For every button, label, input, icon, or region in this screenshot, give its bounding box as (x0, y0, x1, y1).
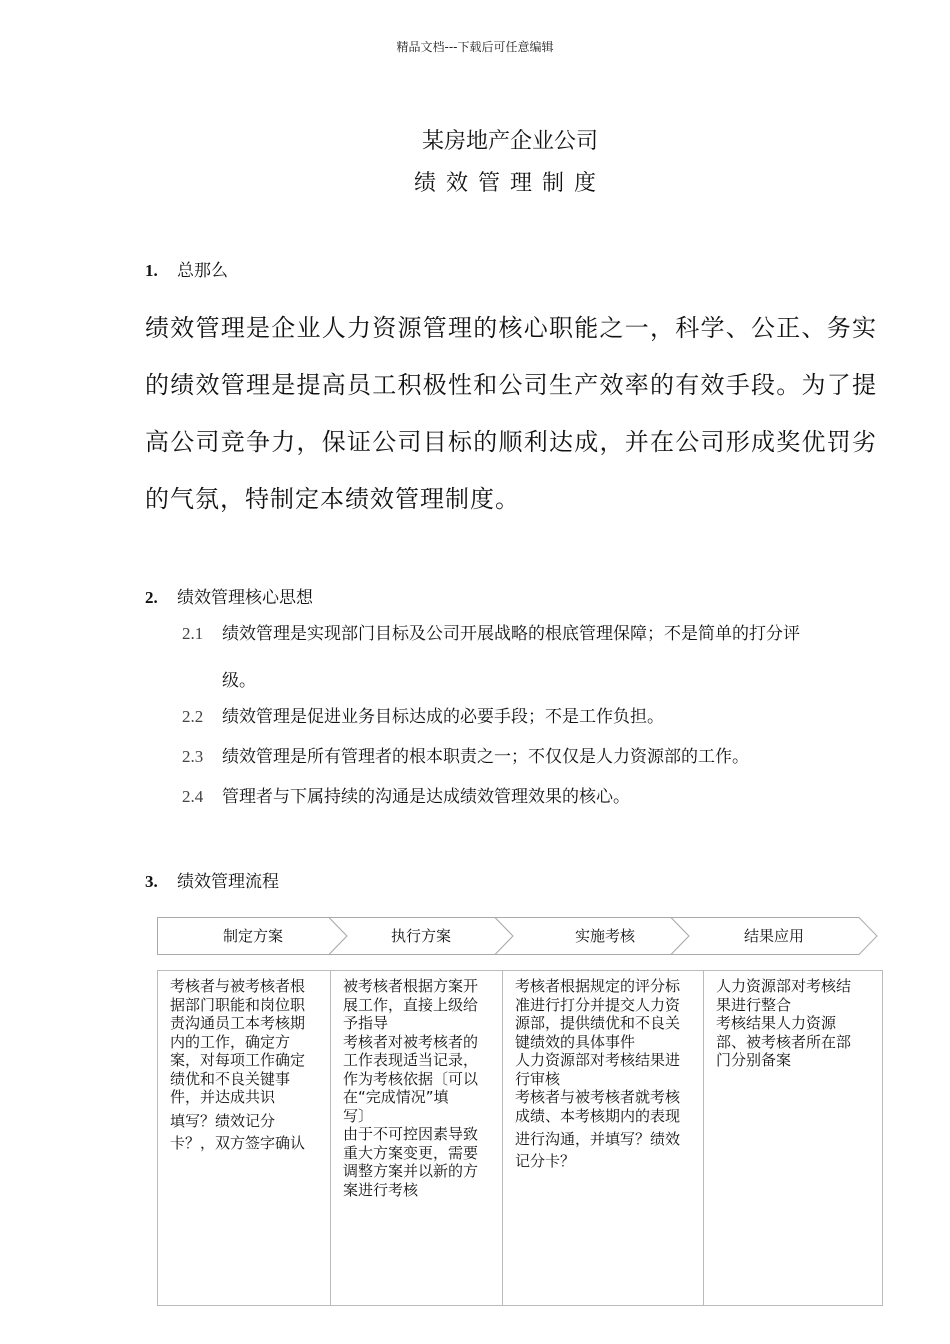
column-line: 内的工作，确定方 (170, 1032, 291, 1051)
column-line: 予指导 (343, 1014, 389, 1032)
flow-step-label: 结果应用 (743, 927, 804, 945)
table-column (158, 971, 331, 1305)
flow-step-label: 实施考核 (574, 927, 635, 945)
column-line: 据部门职能和岗位职 (170, 995, 306, 1014)
process-detail-table (157, 970, 883, 1306)
column-line: 考核者与被考核者就考核 (515, 1088, 681, 1106)
column-line: 在“完成情况”填 (343, 1088, 449, 1106)
item-number: 2.2 (182, 707, 204, 726)
column-line: 调整方案并以新的方 (343, 1162, 479, 1180)
column-line: 写〕 (343, 1106, 374, 1125)
item-number: 2.3 (182, 747, 204, 766)
column-line: 绩优和不良关键事 (170, 1069, 291, 1088)
column-line: 人力资源部对考核结 (716, 977, 852, 995)
column-line: 考核者与被考核者根 (170, 977, 306, 995)
column-line: 门分别备案 (716, 1051, 792, 1069)
section-number: 3. (145, 872, 158, 891)
column-line: 责沟通员工本考核期 (170, 1014, 306, 1032)
intro-paragraph: 绩效管理是企业人力资源管理的核心职能之一，科学、公正、务实的绩效管理是提高员工积极性和公司生产效率的有效手段。为了提高公司竞争力，保证公司目标的顺利达成，并在公司形成奖优罚劣的气氛，特制定本绩效管理制度。 (145, 314, 877, 513)
column-line: 考核者根据规定的评分标 (515, 977, 681, 995)
section-heading-1 (145, 256, 228, 281)
column-line: 记分卡？ (515, 1152, 576, 1170)
column-line: 填写？绩效记分 (170, 1111, 276, 1130)
column-line: 案进行考核 (343, 1180, 419, 1199)
section-title: 绩效管理流程 (177, 872, 279, 892)
column-line: 案，对每项工作确定 (170, 1051, 306, 1069)
column-line: 行审核 (515, 1069, 561, 1088)
table-column (331, 971, 503, 1305)
column-line: 果进行整合 (716, 995, 792, 1014)
column-line: 工作表现适当记录， (343, 1051, 479, 1069)
column-line: 作为考核依据〔可以 (343, 1069, 479, 1088)
item-text-continued: 级。 (222, 671, 256, 691)
column-line: 重大方案变更，需要 (343, 1143, 479, 1162)
column-line: 展工作，直接上级给 (343, 995, 479, 1014)
item-text: 绩效管理是实现部门目标及公司开展战略的根底管理保障；不是简单的打分评 (222, 624, 800, 644)
column-line: 部、被考核者所在部 (716, 1032, 852, 1051)
flow-step-label: 制定方案 (222, 927, 283, 945)
item-text: 管理者与下属持续的沟通是达成绩效管理效果的核心。 (222, 787, 630, 807)
list-item (182, 737, 749, 777)
column-line: 被考核者根据方案开 (343, 977, 479, 995)
section-title: 绩效管理核心思想 (177, 588, 313, 608)
section-heading-3 (145, 867, 279, 892)
item-number: 2.1 (182, 624, 204, 643)
document-subtitle: 绩效管理制度 (413, 171, 606, 196)
section-number: 2. (145, 588, 158, 607)
column-line: 卡？，双方签字确认 (170, 1133, 306, 1152)
document-title: 某房地产企业公司 (421, 129, 598, 154)
section-title: 总那么 (177, 261, 228, 281)
column-line: 件，并达成共识 (170, 1088, 276, 1106)
flow-step-label: 执行方案 (390, 927, 451, 945)
table-column (503, 971, 704, 1305)
column-line: 人力资源部对考核结果进 (515, 1051, 681, 1069)
column-line: 准进行打分并提交人力资 (515, 995, 681, 1014)
page-header: 精品文档---下载后可任意编辑 (396, 40, 554, 54)
column-line: 进行沟通，并填写？绩效 (515, 1130, 681, 1148)
section-number: 1. (145, 261, 158, 280)
column-line: 考核者对被考核者的 (343, 1032, 479, 1051)
list-item (182, 697, 664, 737)
list-item (182, 777, 630, 817)
section-heading-2 (145, 583, 313, 608)
item-text: 绩效管理是促进业务目标达成的必要手段；不是工作负担。 (222, 707, 664, 727)
column-line: 键绩效的具体事件 (515, 1032, 636, 1051)
table-column (704, 971, 883, 1305)
column-line: 由于不可控因素导致 (343, 1125, 479, 1143)
item-text: 绩效管理是所有管理者的根本职责之一；不仅仅是人力资源部的工作。 (222, 747, 749, 767)
item-number: 2.4 (182, 787, 204, 806)
column-line: 成绩、本考核期内的表现 (515, 1106, 681, 1125)
column-line: 考核结果人力资源 (716, 1014, 837, 1032)
list-item (182, 614, 800, 654)
column-line: 源部，提供绩优和不良关 (515, 1014, 681, 1032)
